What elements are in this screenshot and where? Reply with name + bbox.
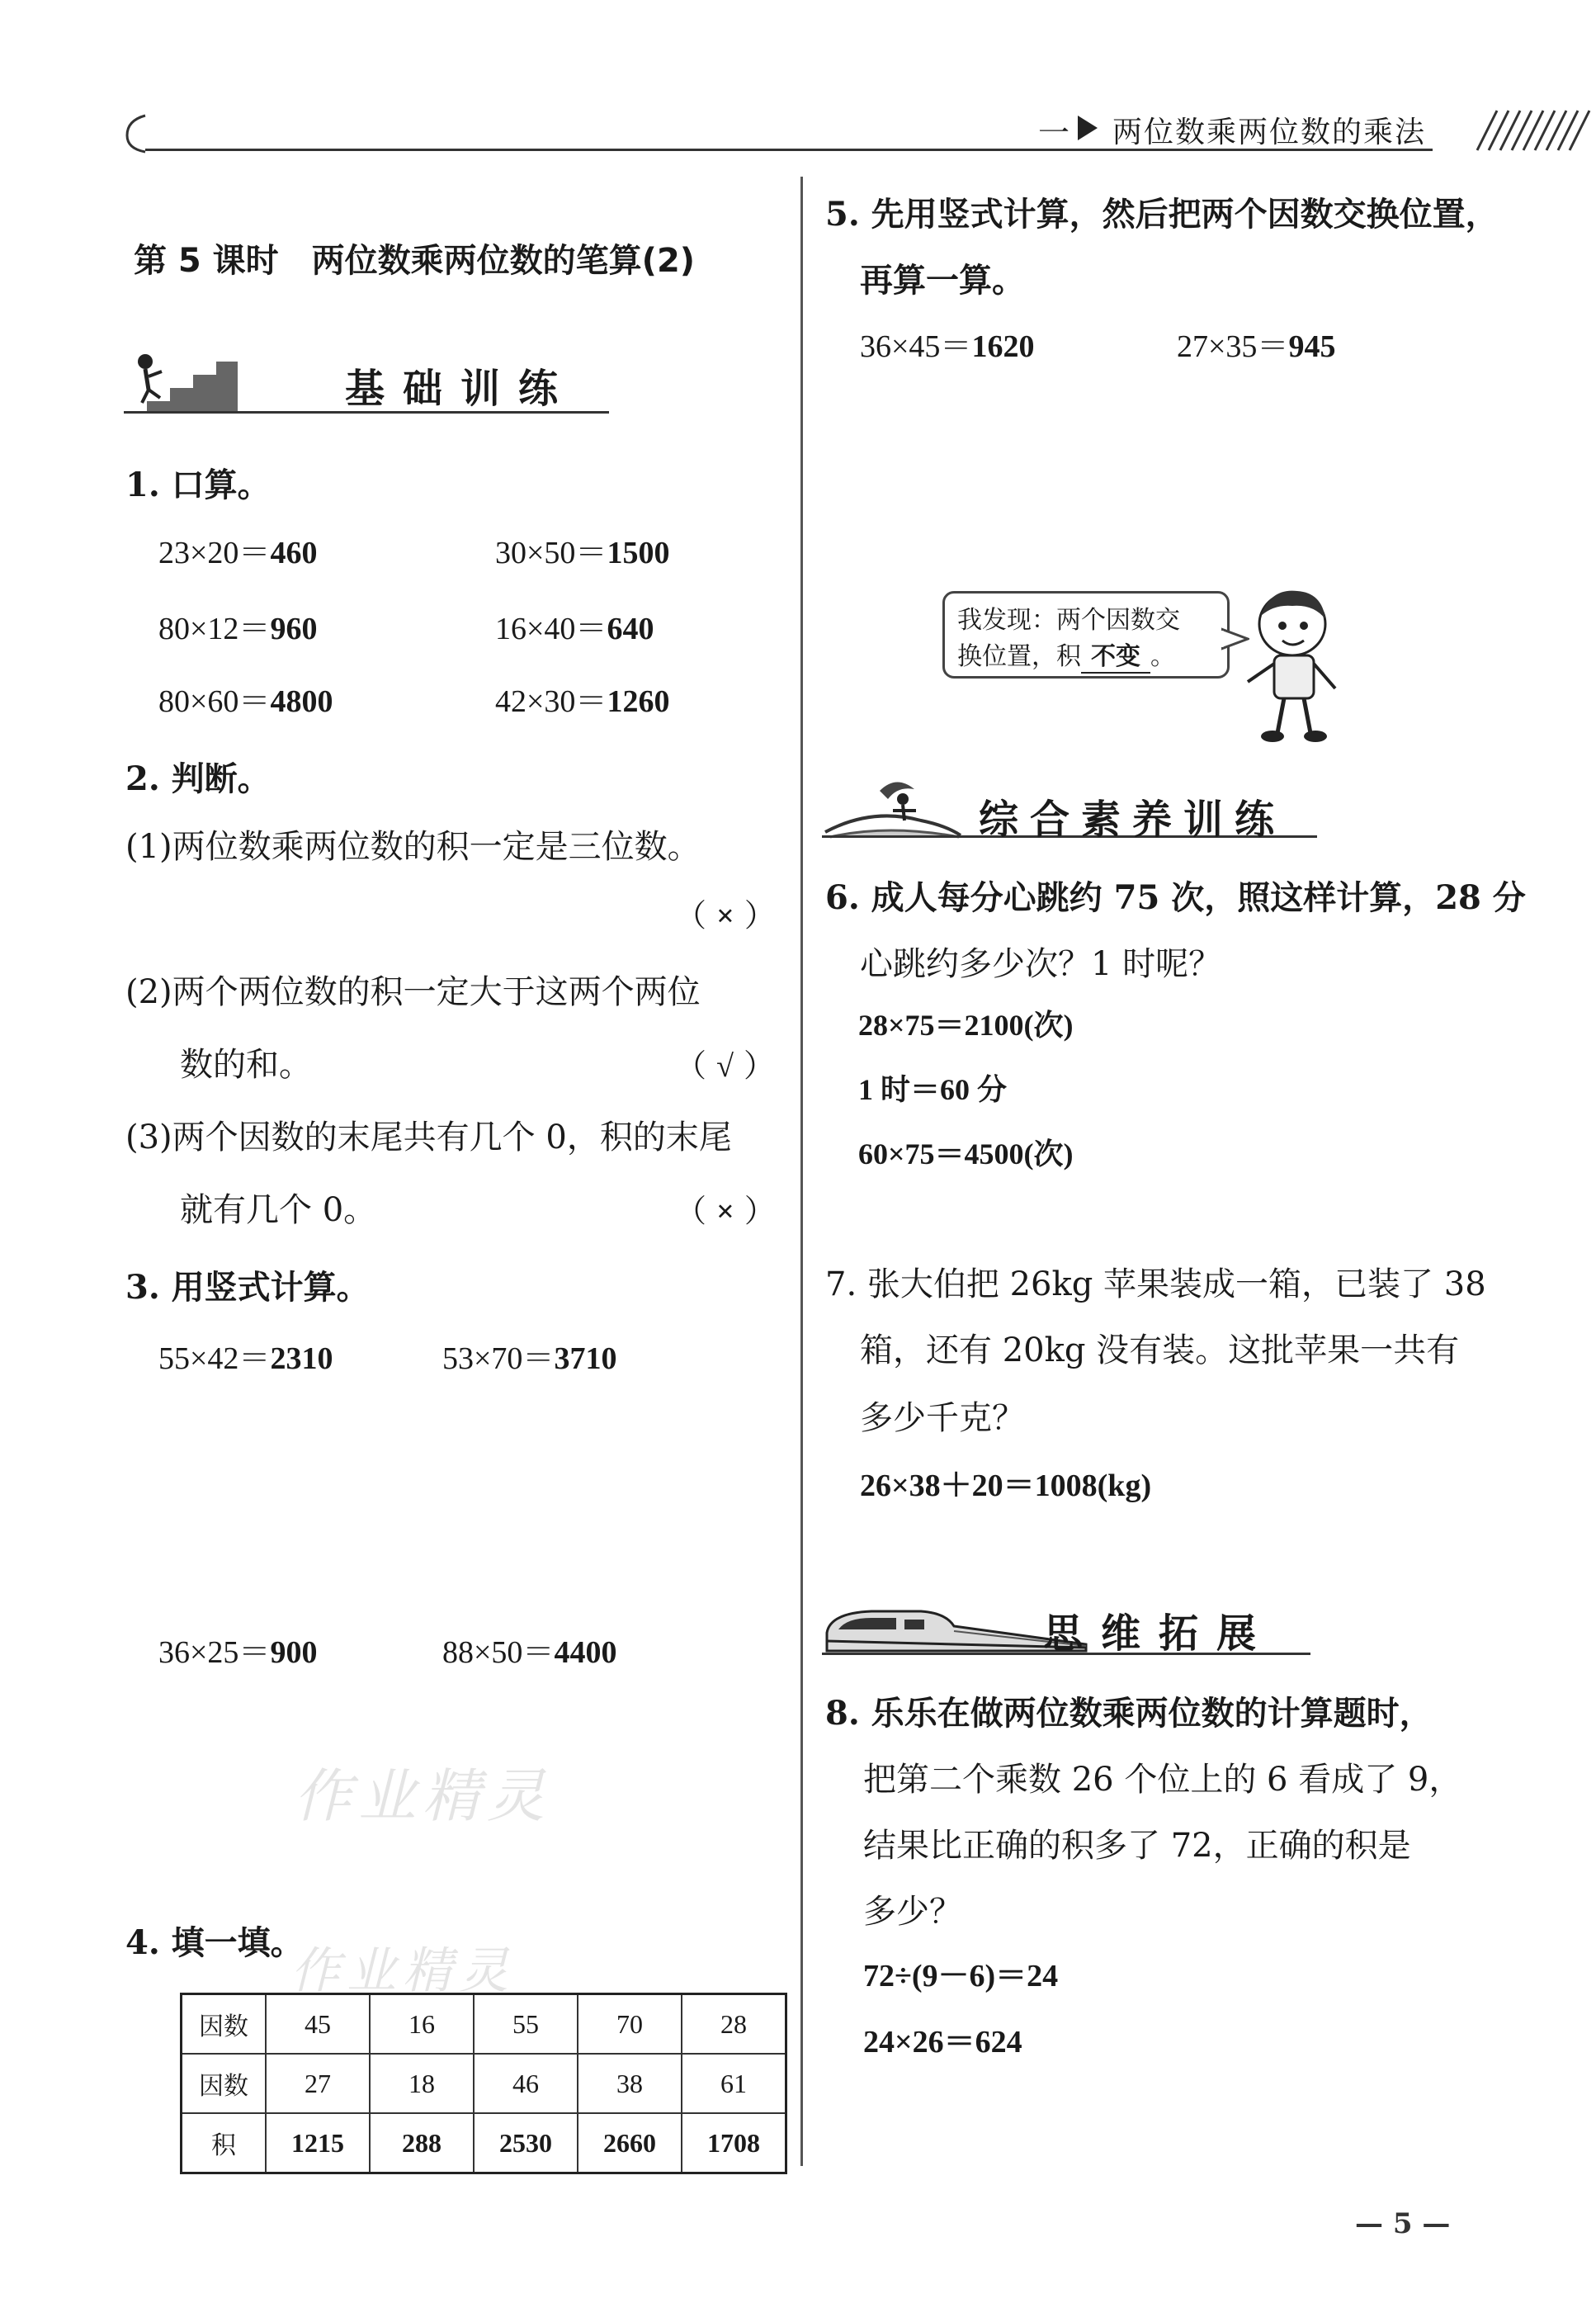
q2-title: 2. 判断。: [125, 759, 271, 798]
q1-answer: 960: [270, 612, 318, 646]
q8-line-1: [825, 1687, 1433, 1734]
q2-mark-1: ×: [716, 899, 734, 934]
q5-expr: 36×45＝: [860, 329, 972, 364]
q3-expr: 55×42＝: [158, 1341, 271, 1376]
q5-answer: 1620: [971, 329, 1035, 364]
row-label: 因数: [182, 1994, 267, 2055]
q6-line-2: 心跳约多少次？1 时呢？: [860, 945, 1222, 983]
table-cell: 46: [474, 2054, 578, 2113]
boy-icon: [1238, 583, 1362, 748]
row-label: 因数: [182, 2054, 267, 2113]
surfer-icon: [822, 774, 962, 840]
watermark: 作业精灵: [294, 1762, 551, 1830]
q5-item: [1177, 320, 1335, 366]
table-cell: 28: [682, 1994, 786, 2055]
table-cell: 45: [266, 1994, 370, 2055]
table-cell: 288: [370, 2113, 474, 2173]
q1-title: 1. 口算。: [125, 466, 271, 504]
q1-answer: 4800: [270, 684, 333, 719]
q6-answer-1: 28×75＝2100(次): [858, 1009, 1074, 1042]
bubble-answer: 不变: [1081, 636, 1150, 674]
q7-line-3: 多少千克？: [860, 1399, 1025, 1437]
table-cell: 1215: [266, 2113, 370, 2173]
table-cell: 61: [682, 2054, 786, 2113]
q3-title: 3. 用竖式计算。: [125, 1268, 370, 1307]
q1-item: [158, 603, 317, 648]
q1-item: [495, 603, 654, 648]
q2-answer-bracket-2: （ √ ）: [675, 1048, 776, 1084]
q2-answer-bracket-1: （ × ）: [675, 897, 776, 934]
q1-answer: 1260: [607, 684, 670, 719]
watermark: 作业精灵: [290, 1942, 515, 2000]
q2-statement-3b: 就有几个 0。: [180, 1191, 377, 1229]
q1-item: [158, 527, 317, 572]
q2-mark-3: ×: [716, 1194, 734, 1229]
stairs-climber-icon: [124, 347, 239, 414]
table-row: [182, 2113, 786, 2173]
q3-expr: 88×50＝: [442, 1635, 555, 1670]
q5-line-1: 5. 先用竖式计算，然后把两个因数交换位置，: [825, 195, 1499, 234]
q3-answer: 4400: [554, 1635, 617, 1670]
q5-line-2: 再算一算。: [860, 261, 1025, 300]
q8-answer-1: 72÷(9－6)＝24: [863, 1959, 1059, 1993]
q7-line-2: 箱，还有 20kg 没有装。这批苹果一共有: [860, 1331, 1460, 1369]
table-cell: 70: [578, 1994, 682, 2055]
q5-answer: 945: [1288, 329, 1336, 364]
q3-item: [158, 1626, 317, 1672]
q6-line-1: [825, 872, 1526, 919]
q2-statement-3a: (3)两个因数的末尾共有几个 0，积的末尾: [125, 1118, 732, 1156]
q2-answer-bracket-3: （ × ）: [675, 1193, 776, 1229]
q6-answer-2: 1 时＝60 分: [858, 1073, 1008, 1106]
q5-item: [860, 320, 1034, 366]
table-cell: 55: [474, 1994, 578, 2055]
table-cell: 18: [370, 2054, 474, 2113]
page-number: — 5 —: [1355, 2207, 1451, 2240]
q7-answer: 26×38＋20＝1008(kg): [860, 1468, 1152, 1503]
q8-line-3: 结果比正确的积多了 72，正确的积是: [863, 1827, 1411, 1865]
q1-item: [495, 675, 669, 721]
q2-statement-1: (1)两位数乘两位数的积一定是三位数。: [125, 828, 701, 866]
q1-expr: 16×40＝: [495, 612, 607, 646]
q1-item: [158, 675, 333, 721]
q2-statement-2b: 数的和。: [180, 1046, 312, 1084]
chapter-title: 两位数乘两位数的乘法: [1112, 116, 1427, 149]
bubble-text-1: 我发现：两个因数交: [957, 606, 1180, 635]
table-cell: 1708: [682, 2113, 786, 2173]
table-cell: 16: [370, 1994, 474, 2055]
q4-title: 4. 填一填。: [125, 1923, 304, 1962]
q8-line-4: 多少？: [863, 1893, 962, 1931]
table-cell: 2660: [578, 2113, 682, 2173]
q4-table: [180, 1993, 787, 2174]
table-row: [182, 1994, 786, 2055]
q7-line-1: 7. 张大伯把 26kg 苹果装成一箱，已装了 38: [825, 1265, 1486, 1303]
q1-expr: 42×30＝: [495, 684, 607, 719]
column-divider: [800, 177, 803, 2166]
q3-item: [158, 1332, 333, 1378]
q3-answer: 2310: [270, 1341, 333, 1376]
section-title-comprehensive: 综合素养训练: [979, 797, 1287, 843]
q1-answer: 460: [270, 536, 318, 570]
q5-expr: 27×35＝: [1177, 329, 1289, 364]
q1-answer: 1500: [607, 536, 670, 570]
header-hatch-decoration: [1469, 107, 1596, 154]
q3-answer: 3710: [554, 1341, 617, 1376]
q1-item: [495, 527, 669, 572]
table-cell: 38: [578, 2054, 682, 2113]
table-cell: 27: [266, 2054, 370, 2113]
bubble-text-2-pre: 换位置，积: [957, 642, 1081, 671]
q2-mark-2: √: [716, 1049, 734, 1084]
q3-expr: 36×25＝: [158, 1635, 271, 1670]
q1-expr: 80×60＝: [158, 684, 271, 719]
table-row: [182, 2054, 786, 2113]
section-title-extension: 思维拓展: [1043, 1610, 1275, 1657]
chapter-number: 一: [1038, 115, 1070, 151]
bubble-text-2: [957, 636, 1175, 674]
q3-expr: 53×70＝: [442, 1341, 555, 1376]
q3-item: [442, 1332, 616, 1378]
q1-expr: 80×12＝: [158, 612, 271, 646]
q1-expr: 23×20＝: [158, 536, 271, 570]
q3-answer: 900: [270, 1635, 318, 1670]
q8-line-1-text: 8. 乐乐在做两位数乘两位数的计算题时，: [825, 1694, 1433, 1733]
q1-answer: 640: [607, 612, 654, 646]
q6-answer-3: 60×75＝4500(次): [858, 1137, 1074, 1170]
lesson-title: 第 5 课时 两位数乘两位数的笔算(2): [134, 242, 696, 280]
table-cell: 2530: [474, 2113, 578, 2173]
bubble-text-2-post: 。: [1150, 642, 1175, 671]
section-title-basic: 基础训练: [345, 366, 577, 412]
row-label: 积: [182, 2113, 267, 2173]
q2-statement-2a: (2)两个两位数的积一定大于这两个两位: [125, 973, 701, 1011]
q8-answer-2: 24×26＝624: [863, 2025, 1022, 2060]
q8-line-2: 把第二个乘数 26 个位上的 6 看成了 9，: [863, 1761, 1462, 1799]
triangle-arrow-icon: [1076, 114, 1099, 142]
q3-item: [442, 1626, 616, 1672]
q1-expr: 30×50＝: [495, 536, 607, 570]
q6-line-1-text: 6. 成人每分心跳约 75 次，照这样计算，28 分: [825, 878, 1526, 917]
